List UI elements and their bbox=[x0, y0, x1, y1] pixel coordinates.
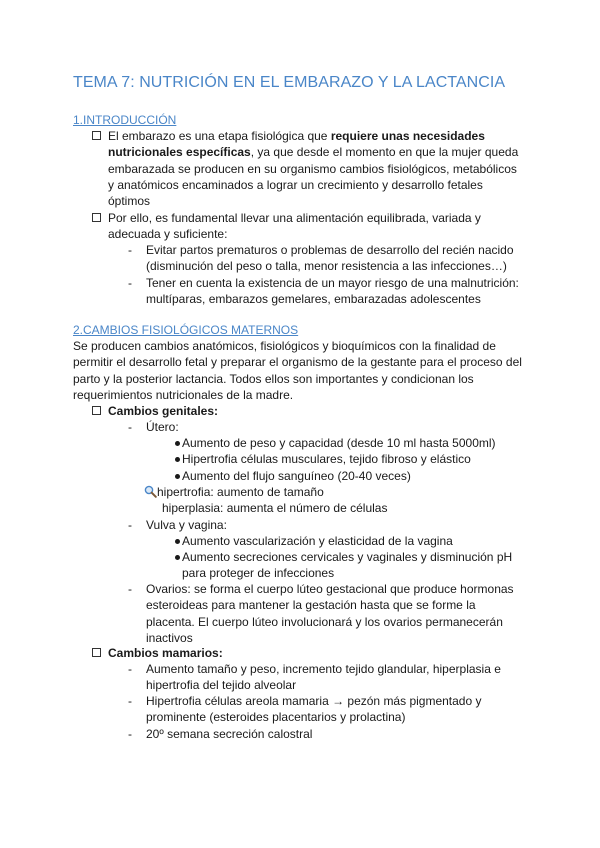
intro-paragraph bbox=[73, 338, 543, 403]
list-item: Aumento vascularización y elasticidad de la vagina bbox=[182, 534, 453, 548]
dash-marker: - bbox=[128, 582, 132, 596]
text: Aumento secreciones cervicales y vaginales y disminución pH bbox=[182, 550, 513, 564]
text: esteroideas para mantener la gestación hasta que se forme la bbox=[146, 598, 476, 613]
text: Aumento tamaño y peso, incremento tejido glandular, hiperplasia e bbox=[146, 662, 501, 676]
list-item bbox=[146, 693, 546, 726]
dash-marker: - bbox=[128, 518, 132, 532]
list-item: Útero: bbox=[146, 420, 179, 434]
dash-marker: - bbox=[128, 243, 132, 257]
bullet-icon bbox=[175, 539, 180, 544]
text: placenta. El cuerpo lúteo involucionará y los ovarios permanecerán bbox=[146, 614, 503, 629]
checkbox-icon[interactable] bbox=[92, 213, 101, 222]
list-item: 20º semana secreción calostral bbox=[146, 727, 313, 741]
text: hiperplasia: aumenta el número de células bbox=[162, 501, 388, 516]
dash-marker: - bbox=[128, 662, 132, 676]
section-heading-introduccion: 1.INTRODUCCIÓN bbox=[73, 113, 177, 127]
list-item bbox=[146, 275, 546, 308]
dash-marker: - bbox=[128, 420, 132, 434]
bullet-icon bbox=[175, 474, 180, 479]
bullet-icon bbox=[175, 457, 180, 462]
checkbox-icon[interactable] bbox=[92, 131, 101, 140]
text: adecuada y suficiente: bbox=[108, 227, 228, 242]
text: permitir el desarrollo fetal y preparar el organismo de la gestante para el proceso del bbox=[73, 355, 522, 370]
text: Por ello, es fundamental llevar una alimentación equilibrada, variada y bbox=[108, 211, 481, 225]
dash-marker: - bbox=[128, 276, 132, 290]
dash-marker: - bbox=[128, 727, 132, 741]
text: para proteger de infecciones bbox=[182, 566, 335, 581]
list-item: Hipertrofia células musculares, tejido fibroso y elástico bbox=[182, 452, 471, 466]
text: El embarazo es una etapa fisiológica que bbox=[108, 129, 331, 143]
bullet-icon bbox=[175, 555, 180, 560]
list-item bbox=[146, 581, 546, 646]
text: requerimientos nutricionales de la madre. bbox=[73, 387, 294, 402]
bullet-icon bbox=[175, 441, 180, 446]
checklist-item bbox=[92, 128, 532, 209]
subsection-label: Cambios genitales: bbox=[108, 404, 219, 418]
list-item bbox=[182, 549, 542, 582]
text: hipertrofia del tejido alveolar bbox=[146, 678, 297, 693]
checklist-item bbox=[92, 645, 532, 661]
list-item: Vulva y vagina: bbox=[146, 518, 227, 532]
text: óptimos bbox=[108, 194, 151, 209]
text: prominente (esteroides placentarios y prolactina) bbox=[146, 710, 406, 725]
text: Evitar partos prematuros o problemas de desarrollo del recién nacido bbox=[146, 243, 514, 257]
list-item bbox=[146, 242, 546, 275]
bold-text: nutricionales específicas bbox=[108, 145, 251, 160]
checklist-item bbox=[92, 403, 532, 419]
text: hipertrofia: aumento de tamaño bbox=[157, 485, 324, 499]
bold-text: requiere unas necesidades bbox=[330, 129, 485, 143]
note bbox=[144, 484, 524, 517]
text: Tener en cuenta la existencia de un mayor riesgo de una malnutrición: bbox=[146, 276, 519, 290]
text: parto y la posterior lactancia. Todos ellos son importantes y condicionan los bbox=[73, 371, 474, 386]
dash-marker: - bbox=[128, 694, 132, 708]
text: (disminución del peso o talla, menor resistencia a las infecciones…) bbox=[146, 259, 507, 274]
list-item: Aumento de peso y capacidad (desde 10 ml hasta 5000ml) bbox=[182, 436, 496, 450]
text: Se producen cambios anatómicos, fisiológicos y bioquímicos con la finalidad de bbox=[73, 339, 496, 353]
text: , ya que desde el momento en que la mujer queda bbox=[250, 145, 519, 160]
section-heading-cambios: 2.CAMBIOS FISIOLÓGICOS MATERNOS bbox=[73, 323, 299, 337]
list-item bbox=[146, 661, 546, 694]
text: embarazada se producen en su organismo cambios fisiológicos, metabólicos bbox=[108, 161, 517, 176]
checkbox-icon[interactable] bbox=[92, 406, 101, 415]
text: Ovarios: se forma el cuerpo lúteo gestacional que produce hormonas bbox=[146, 582, 514, 596]
magnifying-glass-icon bbox=[144, 485, 157, 498]
text: inactivos bbox=[146, 630, 193, 645]
checkbox-icon[interactable] bbox=[92, 648, 101, 657]
text: multíparas, embarazos gemelares, embarazadas adolescentes bbox=[146, 292, 481, 307]
checklist-item bbox=[92, 210, 532, 243]
document-title: TEMA 7: NUTRICIÓN EN EL EMBARAZO Y LA LACTANCIA bbox=[73, 74, 506, 91]
subsection-label: Cambios mamarios: bbox=[108, 646, 223, 660]
text: Hipertrofia células areola mamaria → pezón más pigmentado y bbox=[146, 694, 482, 708]
list-item: Aumento del flujo sanguíneo (20-40 veces) bbox=[182, 469, 411, 483]
text: y anatómicos encaminados a lograr un crecimiento y desarrollo fetales bbox=[108, 177, 483, 192]
